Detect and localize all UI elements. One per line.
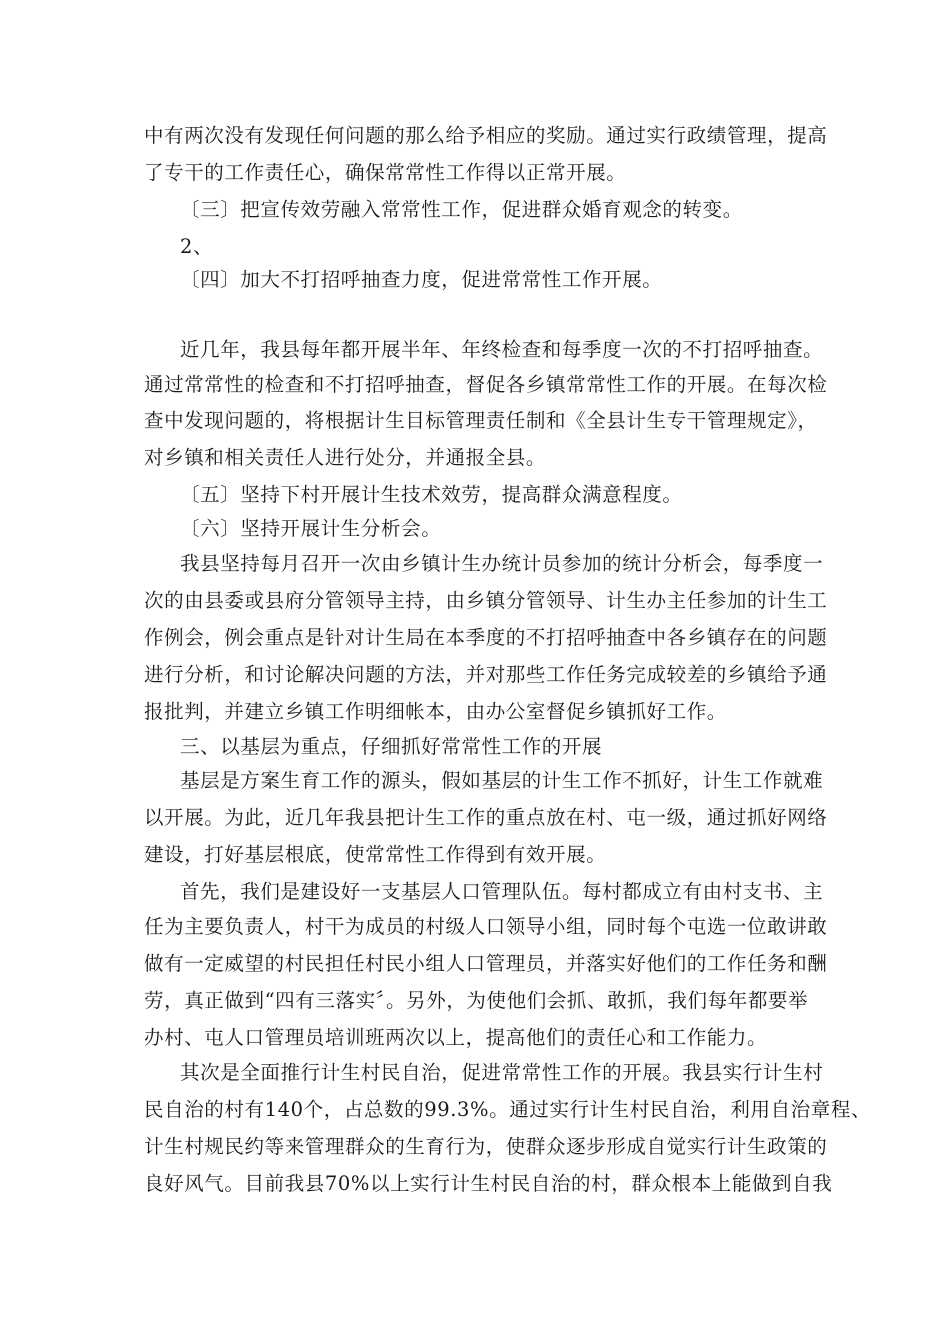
subheading: 〔五〕坚持下村开展计生技术效劳，提高群众满意程度。 <box>180 483 683 506</box>
text-line: 我县坚持每月召开一次由乡镇计生办统计员参加的统计分析会，每季度一 <box>180 552 824 575</box>
text-line: 良好风气。目前我县70%以上实行计生村民自治的村，群众根本上能做到自我 <box>144 1172 833 1195</box>
text-line: 通过常常性的检查和不打招呼抽查，督促各乡镇常常性工作的开展。在每次检 <box>144 373 828 396</box>
text-line: 劳，真正做到“四有三落实〞。另外，为使他们会抓、敢抓，我们每年都要举 <box>144 989 809 1012</box>
text-line: 民自治的村有140个，占总数的99.3%。通过实行计生村民自治，利用自治章程、 <box>144 1098 872 1121</box>
text-line: 了专干的工作责任心，确保常常性工作得以正常开展。 <box>144 161 627 184</box>
subheading: 〔三〕把宣传效劳融入常常性工作，促进群众婚育观念的转变。 <box>180 198 743 221</box>
text-line: 作例会，例会重点是针对计生局在本季度的不打招呼抽查中各乡镇存在的问题 <box>144 626 828 649</box>
text-line: 基层是方案生育工作的源头，假如基层的计生工作不抓好，计生工作就难 <box>180 769 824 792</box>
text-line: 中有两次没有发现任何问题的那么给予相应的奖励。通过实行政绩管理，提高 <box>144 124 828 147</box>
subheading: 〔六〕坚持开展计生分析会。 <box>180 517 442 540</box>
text-line: 查中发现问题的，将根据计生目标管理责任制和《全县计生专干管理规定》， <box>144 409 818 432</box>
text-line: 任为主要负责人，村干为成员的村级人口领导小组，同时每个屯选一位敢讲敢 <box>144 915 828 938</box>
text-line: 计生村规民约等来管理群众的生育行为，使群众逐步形成自觉实行计生政策的 <box>144 1135 828 1158</box>
subheading: 〔四〕加大不打招呼抽查力度，促进常常性工作开展。 <box>180 268 663 291</box>
text-line: 办村、屯人口管理员培训班两次以上，提高他们的责任心和工作能力。 <box>144 1026 768 1049</box>
text-line: 做有一定威望的村民担任村民小组人口管理员，并落实好他们的工作任务和酬 <box>144 952 828 975</box>
text-line: 报批判，并建立乡镇工作明细帐本，由办公室督促乡镇抓好工作。 <box>144 700 727 723</box>
section-heading: 三、以基层为重点，仔细抓好常常性工作的开展 <box>180 735 603 758</box>
text-line: 以开展。为此，近几年我县把计生工作的重点放在村、屯一级，通过抓好网络 <box>144 806 828 829</box>
text-line: 其次是全面推行计生村民自治，促进常常性工作的开展。我县实行计生村 <box>180 1061 824 1084</box>
text-line: 首先，我们是建设好一支基层人口管理队伍。每村都成立有由村支书、主 <box>180 880 824 903</box>
text-line: 对乡镇和相关责任人进行处分，并通报全县。 <box>144 446 547 469</box>
text-line: 次的由县委或县府分管领导主持，由乡镇分管领导、计生办主任参加的计生工 <box>144 589 828 612</box>
text-line: 进行分析，和讨论解决问题的方法，并对那些工作任务完成较差的乡镇给予通 <box>144 663 828 686</box>
text-line: 建设，打好基层根底，使常常性工作得到有效开展。 <box>144 843 607 866</box>
text-line: 2、 <box>180 235 214 258</box>
text-line: 近几年，我县每年都开展半年、年终检查和每季度一次的不打招呼抽查。 <box>180 338 824 361</box>
